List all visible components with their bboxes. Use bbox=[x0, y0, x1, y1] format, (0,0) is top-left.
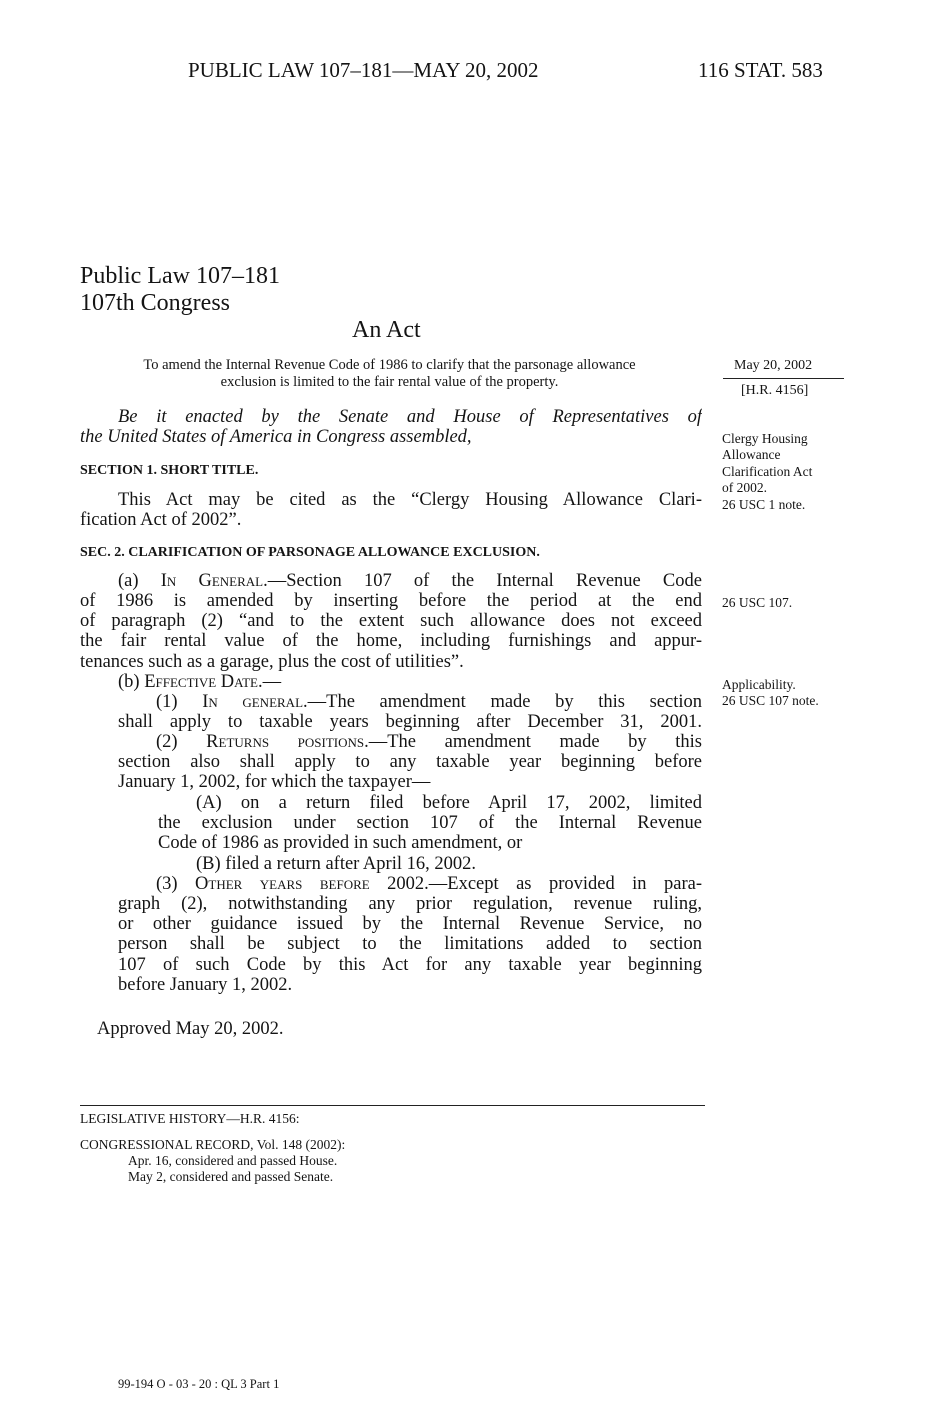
section-1-line-2: fication Act of 2002”. bbox=[80, 510, 242, 530]
paragraph-2-line-3: January 1, 2002, for which the taxpayer— bbox=[118, 772, 431, 792]
enacting-clause-line-1: Be it enacted by the Senate and House of Representatives of bbox=[118, 407, 702, 427]
paragraph-3-line-5: 107 of such Code by this Act for any taxable year beginning bbox=[118, 955, 702, 975]
paragraph-3-text-1: .—Except as provided in para- bbox=[424, 874, 702, 894]
history-entry: May 2, considered and passed Senate. bbox=[128, 1169, 334, 1184]
margin-usc-1-note: 26 USC 1 note. bbox=[722, 497, 806, 512]
margin-usc-107: 26 USC 107. bbox=[722, 595, 793, 610]
running-header-page: 116 STAT. 583 bbox=[698, 58, 823, 82]
subsection-a-label: (a) bbox=[118, 571, 161, 591]
section-1-line-1: This Act may be cited as the “Clergy Housing Allowance Clari- bbox=[118, 490, 702, 510]
paragraph-3-line-4: person shall be subject to the limitations added to section bbox=[118, 934, 702, 954]
margin-date: May 20, 2002 bbox=[734, 358, 813, 373]
purpose-line-2: exclusion is limited to the fair rental value of the property. bbox=[220, 374, 559, 390]
subsection-a-line-2: of 1986 is amended by inserting before the period at the end bbox=[80, 591, 702, 611]
paragraph-1-label: (1) bbox=[156, 692, 203, 712]
running-header-title: PUBLIC LAW 107–181—MAY 20, 2002 bbox=[188, 58, 539, 82]
subsection-b-caption: Effective Date bbox=[144, 672, 258, 692]
law-number: Public Law 107–181 bbox=[80, 263, 280, 289]
subparagraph-b-line: (B) filed a return after April 16, 2002. bbox=[196, 854, 476, 874]
subparagraph-a-line-2: the exclusion under section 107 of the Internal Revenue bbox=[158, 813, 702, 833]
section-2-heading: SEC. 2. CLARIFICATION OF PARSONAGE ALLOWANCE EXCLUSION. bbox=[80, 545, 540, 560]
paragraph-2-caption: Returns positions bbox=[206, 732, 365, 752]
approval-line: Approved May 20, 2002. bbox=[97, 1019, 284, 1039]
margin-short-title-3: Clarification Act bbox=[722, 464, 813, 479]
history-entry: Apr. 16, considered and passed House. bbox=[128, 1153, 338, 1168]
paragraph-3-line-2: graph (2), notwithstanding any prior regulation, revenue ruling, bbox=[118, 894, 702, 914]
paragraph-3-line-1 bbox=[118, 874, 702, 894]
purpose-line-1: To amend the Internal Revenue Code of 1986 to clarify that the parsonage allowance bbox=[143, 357, 636, 373]
subsection-a-text-1: .—Section 107 of the Internal Revenue Code bbox=[263, 571, 702, 591]
subsection-a-line-3: of paragraph (2) “and to the extent such allowance does not exceed bbox=[80, 611, 702, 631]
subsection-a-line-1 bbox=[80, 571, 702, 591]
section-1-heading: SECTION 1. SHORT TITLE. bbox=[80, 463, 259, 478]
paragraph-3-line-3: or other guidance issued by the Internal Revenue Service, no bbox=[118, 914, 702, 934]
legislative-history-heading: LEGISLATIVE HISTORY—H.R. 4156: bbox=[80, 1111, 300, 1126]
subparagraph-a-line-3: Code of 1986 as provided in such amendment, or bbox=[158, 833, 523, 853]
paragraph-2-line-2: section also shall apply to any taxable year beginning before bbox=[118, 752, 702, 772]
margin-applicability: Applicability. bbox=[722, 677, 796, 692]
paragraph-1-caption: In general bbox=[202, 692, 304, 712]
paragraph-3-line-6: before January 1, 2002. bbox=[118, 975, 293, 995]
paragraph-2-label: (2) bbox=[156, 732, 207, 752]
subsection-b-suffix: .— bbox=[258, 672, 282, 692]
margin-rule bbox=[723, 378, 844, 379]
margin-short-title-1: Clergy Housing bbox=[722, 431, 808, 446]
margin-bill-number: [H.R. 4156] bbox=[741, 383, 809, 398]
printer-footer: 99-194 O - 03 - 20 : QL 3 Part 1 bbox=[118, 1377, 280, 1391]
subsection-a-line-4: the fair rental value of the home, including furnishings and appur- bbox=[80, 631, 702, 651]
act-heading: An Act bbox=[352, 317, 421, 343]
legislative-history-rule bbox=[80, 1105, 705, 1106]
congress-number: 107th Congress bbox=[80, 290, 230, 316]
subsection-a-caption: In General bbox=[160, 571, 264, 591]
paragraph-2-line-1 bbox=[118, 732, 702, 752]
paragraph-1-line-2: shall apply to taxable years beginning after December 31, 2001. bbox=[118, 712, 702, 732]
margin-usc-107-note: 26 USC 107 note. bbox=[722, 693, 819, 708]
paragraph-3-label: (3) bbox=[156, 874, 196, 894]
congressional-record: CONGRESSIONAL RECORD, Vol. 148 (2002): bbox=[80, 1137, 346, 1152]
subparagraph-a-line-1: (A) on a return filed before April 17, 2002, limited bbox=[196, 793, 702, 813]
subsection-b-label: (b) bbox=[118, 672, 145, 692]
subsection-b-heading bbox=[118, 672, 281, 692]
margin-short-title-2: Allowance bbox=[722, 447, 781, 462]
paragraph-2-text-1: .—The amendment made by this bbox=[364, 732, 702, 752]
paragraph-1-line-1 bbox=[118, 692, 702, 712]
subsection-a-line-5: tenances such as a garage, plus the cost of utilities”. bbox=[80, 652, 464, 672]
enacting-clause-line-2: the United States of America in Congress assembled, bbox=[80, 427, 472, 447]
paragraph-1-text-1: .—The amendment made by this section bbox=[303, 692, 702, 712]
paragraph-3-caption: Other years before 2002 bbox=[195, 874, 425, 894]
margin-short-title-4: of 2002. bbox=[722, 480, 767, 495]
